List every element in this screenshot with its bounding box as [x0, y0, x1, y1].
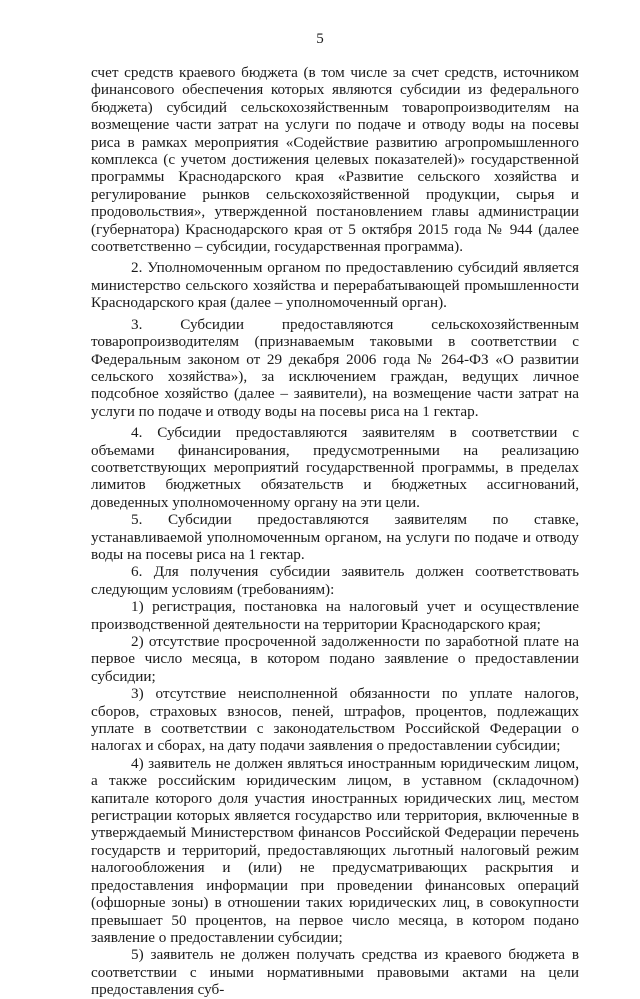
document-body — [91, 64, 579, 999]
page-number: 5 — [316, 31, 324, 47]
paragraph: счет средств краевого бюджета (в том числе за счет средств, источником финансового обеспечения которых являются субсидии из федерального бюджета) субсидий сельскохозяйственным товаропроизводителям на возмещение части затрат на услуги по подаче и отводу воды на посевы риса в рамках мероприятия «Содействие развитию агропромышленного комплекса (с учетом достижения целевых показателей)» государственной программы Краснодарского края «Развитие сельского хозяйства и регулирование рынков сельскохозяйственной продукции, сырья и продовольствия», утвержденной постановлением главы администрации (губернатора) Краснодарского края от 5 октября 2015 года № 944 (далее соответственно – субсидии, государственная программа). — [91, 64, 579, 256]
paragraph: 4) заявитель не должен являться иностранным юридическим лицом, а также российским юридическим лицом, в уставном (складочном) капитале которого доля участия иностранных юридических лиц, местом регистрации которых является государство или территория, включенные в утверждаемый Министерством финансов Российской Федерации перечень государств и территорий, предоставляющих льготный налоговый режим налогообложения и (или) не предусматривающих раскрытия и предоставления информации при проведении финансовых операций (офшорные зоны) в отношении таких юридических лиц, в совокупности превышает 50 процентов, на первое число месяца, в котором подано заявление о предоставлении субсидии; — [91, 754, 579, 946]
paragraph: 5) заявитель не должен получать средства из краевого бюджета в соответствии с иными нормативными правовыми актами на цели предоставления суб- — [91, 946, 579, 999]
paragraph: 3) отсутствие неисполненной обязанности по уплате налогов, сборов, страховых взносов, пеней, штрафов, процентов, подлежащих уплате в соответствии с законодательством Российской Федерации о налогах и сборах, на дату подачи заявления о предоставлении субсидии; — [91, 685, 579, 755]
paragraph: 2. Уполномоченным органом по предоставлению субсидий является министерство сельского хозяйства и перерабатывающей промышленности Краснодарского края (далее – уполномоченный орган). — [91, 259, 579, 312]
paragraph: 2) отсутствие просроченной задолженности по заработной плате на первое число месяца, в котором подано заявление о предоставлении субсидии; — [91, 633, 579, 685]
paragraph: 1) регистрация, постановка на налоговый учет и осуществление производственной деятельности на территории Краснодарского края; — [91, 598, 579, 633]
paragraph: 4. Субсидии предоставляются заявителям в соответствии с объемами финансирования, предусмотренными на реализацию соответствующих мероприятий государственной программы, в пределах лимитов бюджетных обязательств и бюджетных ассигнований, доведенных уполномоченному органу на эти цели. — [91, 424, 579, 511]
paragraph: 3. Субсидии предоставляются сельскохозяйственным товаропроизводителям (признаваемым таковыми в соответствии с Федеральным законом от 29 декабря 2006 года № 264-ФЗ «О развитии сельского хозяйства»), за исключением граждан, ведущих личное подсобное хозяйство (далее – заявители), на возмещение части затрат на услуги по подаче и отводу воды на посевы риса на 1 гектар. — [91, 315, 579, 420]
paragraph: 6. Для получения субсидии заявитель должен соответствовать следующим условиям (требованиям): — [91, 563, 579, 598]
paragraph: 5. Субсидии предоставляются заявителям по ставке, устанавливаемой уполномоченным органом, на услуги по подаче и отводу воды на посевы риса на 1 гектар. — [91, 511, 579, 563]
